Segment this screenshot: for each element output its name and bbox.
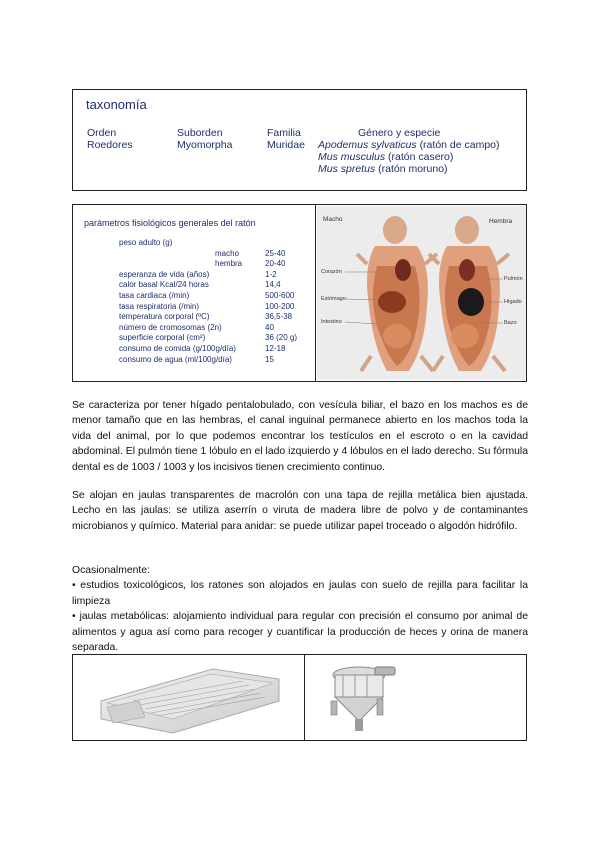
stomach-label: Estómago — [321, 296, 346, 302]
cages-box — [72, 654, 527, 741]
housing-text: Se alojan en jaulas transparentes de macrolón con una tapa de rejilla metálica bien ajustada. Lecho en las jaulas: se utiliza aserrín o viruta de madera libre de polvo y de contaminantes microbianos y químico. Material para anidar: se puede utilizar papel troceado o algodón hidrófilo. — [72, 490, 528, 532]
physiology-row: número de cromosomas (2n) 40 — [119, 322, 274, 332]
species-item: Mus spretus (ratón moruno) — [318, 163, 448, 175]
physiology-title: parámetros fisiológicos generales del ratón — [84, 218, 256, 228]
metabolic-cage-image — [325, 661, 405, 737]
occasional-bullet-metabolic: • jaulas metabólicas: alojamiento individual para regular con precisión el consumo por animal de alimentos y agua así como para recoger y cuantificar la producción de heces y orina de manera separada. — [72, 611, 528, 654]
species-item: Mus musculus (ratón casero) — [318, 151, 454, 163]
orden-header: Orden — [87, 127, 117, 139]
physiology-row: esperanza de vida (años) 1-2 — [119, 269, 277, 279]
species-item: Apodemus sylvaticus (ratón de campo) — [318, 139, 500, 151]
occasional-title: Ocasionalmente: — [72, 565, 150, 576]
genero-header: Género y especie — [358, 127, 441, 139]
mouse-anatomy-image — [317, 206, 526, 380]
physiology-list — [119, 238, 297, 365]
housing-paragraph — [72, 488, 528, 534]
physiology-row: temperatura corporal (ºC) 36,5-38 — [119, 312, 293, 322]
anatomy-paragraph — [72, 398, 528, 475]
taxonomy-familia-col — [267, 127, 305, 151]
male-label: Macho — [323, 216, 343, 223]
intestine-label: Intestino — [321, 319, 342, 325]
taxonomy-box — [72, 89, 527, 191]
taxonomy-suborden-col — [177, 127, 232, 151]
suborden-header: Suborden — [177, 127, 223, 139]
familia-value: Muridae — [267, 139, 305, 151]
occasional-paragraph — [72, 563, 528, 655]
female-label: Hembra — [489, 218, 513, 225]
physiology-row: consumo de agua (ml/100g/día) 15 — [119, 354, 274, 364]
lung-label: Pulmón — [504, 276, 523, 282]
physiology-box — [72, 204, 527, 382]
cages-divider — [304, 655, 305, 740]
grid-floor-cage-image — [93, 661, 283, 737]
anatomy-text: Se caracteriza por tener hígado pentalobulado, con vesícula biliar, el bazo en los machos es de menor tamaño que en las hembras, el canal inguinal permanece abierto en los machos toda la vida del animal, por lo que podemos encontrar los testículos en el escroto o en la cavidad abdominal. El pulmón tiene 1 lóbulo en el lado izquierdo y 4 lóbulos en el lado derecho. Su fórmula dental es de 1003 / 1003 y los incisivos tienen crecimiento continuo. — [72, 400, 528, 473]
mouse-anatomy-illustration — [317, 206, 526, 380]
occasional-bullet-toxicology: • estudios toxicológicos, los ratones son alojados en jaulas con suelo de rejilla para facilitar la limpieza — [72, 580, 528, 607]
physiology-row: tasa cardiaca (/min) 500-600 — [119, 290, 295, 300]
heart-label: Corazón — [321, 269, 342, 275]
orden-value: Roedores — [87, 139, 133, 151]
suborden-value: Myomorpha — [177, 139, 233, 151]
physiology-row: superficie corporal (cm²) 36 (20 g) — [119, 333, 298, 343]
physiology-row: consumo de comida (g/100g/día) 12-18 — [119, 343, 286, 353]
physiology-row: calor basal Kcal/24 horas 14,4 — [119, 280, 281, 290]
taxonomy-genero-col — [318, 127, 500, 175]
physiology-divider — [315, 205, 316, 381]
liver-label: Hígado — [504, 299, 522, 305]
physiology-row: macho 25-40 — [215, 248, 286, 258]
physiology-row: tasa respiratoria (/min) 100-200 — [119, 301, 295, 311]
taxonomy-title: taxonomía — [86, 97, 147, 112]
familia-header: Familia — [267, 127, 301, 139]
taxonomy-orden-col — [87, 127, 133, 151]
spleen-label: Bazo — [504, 320, 517, 326]
physiology-row: hembra 20-40 — [215, 259, 286, 269]
physiology-row: peso adulto (g) — [119, 238, 173, 247]
